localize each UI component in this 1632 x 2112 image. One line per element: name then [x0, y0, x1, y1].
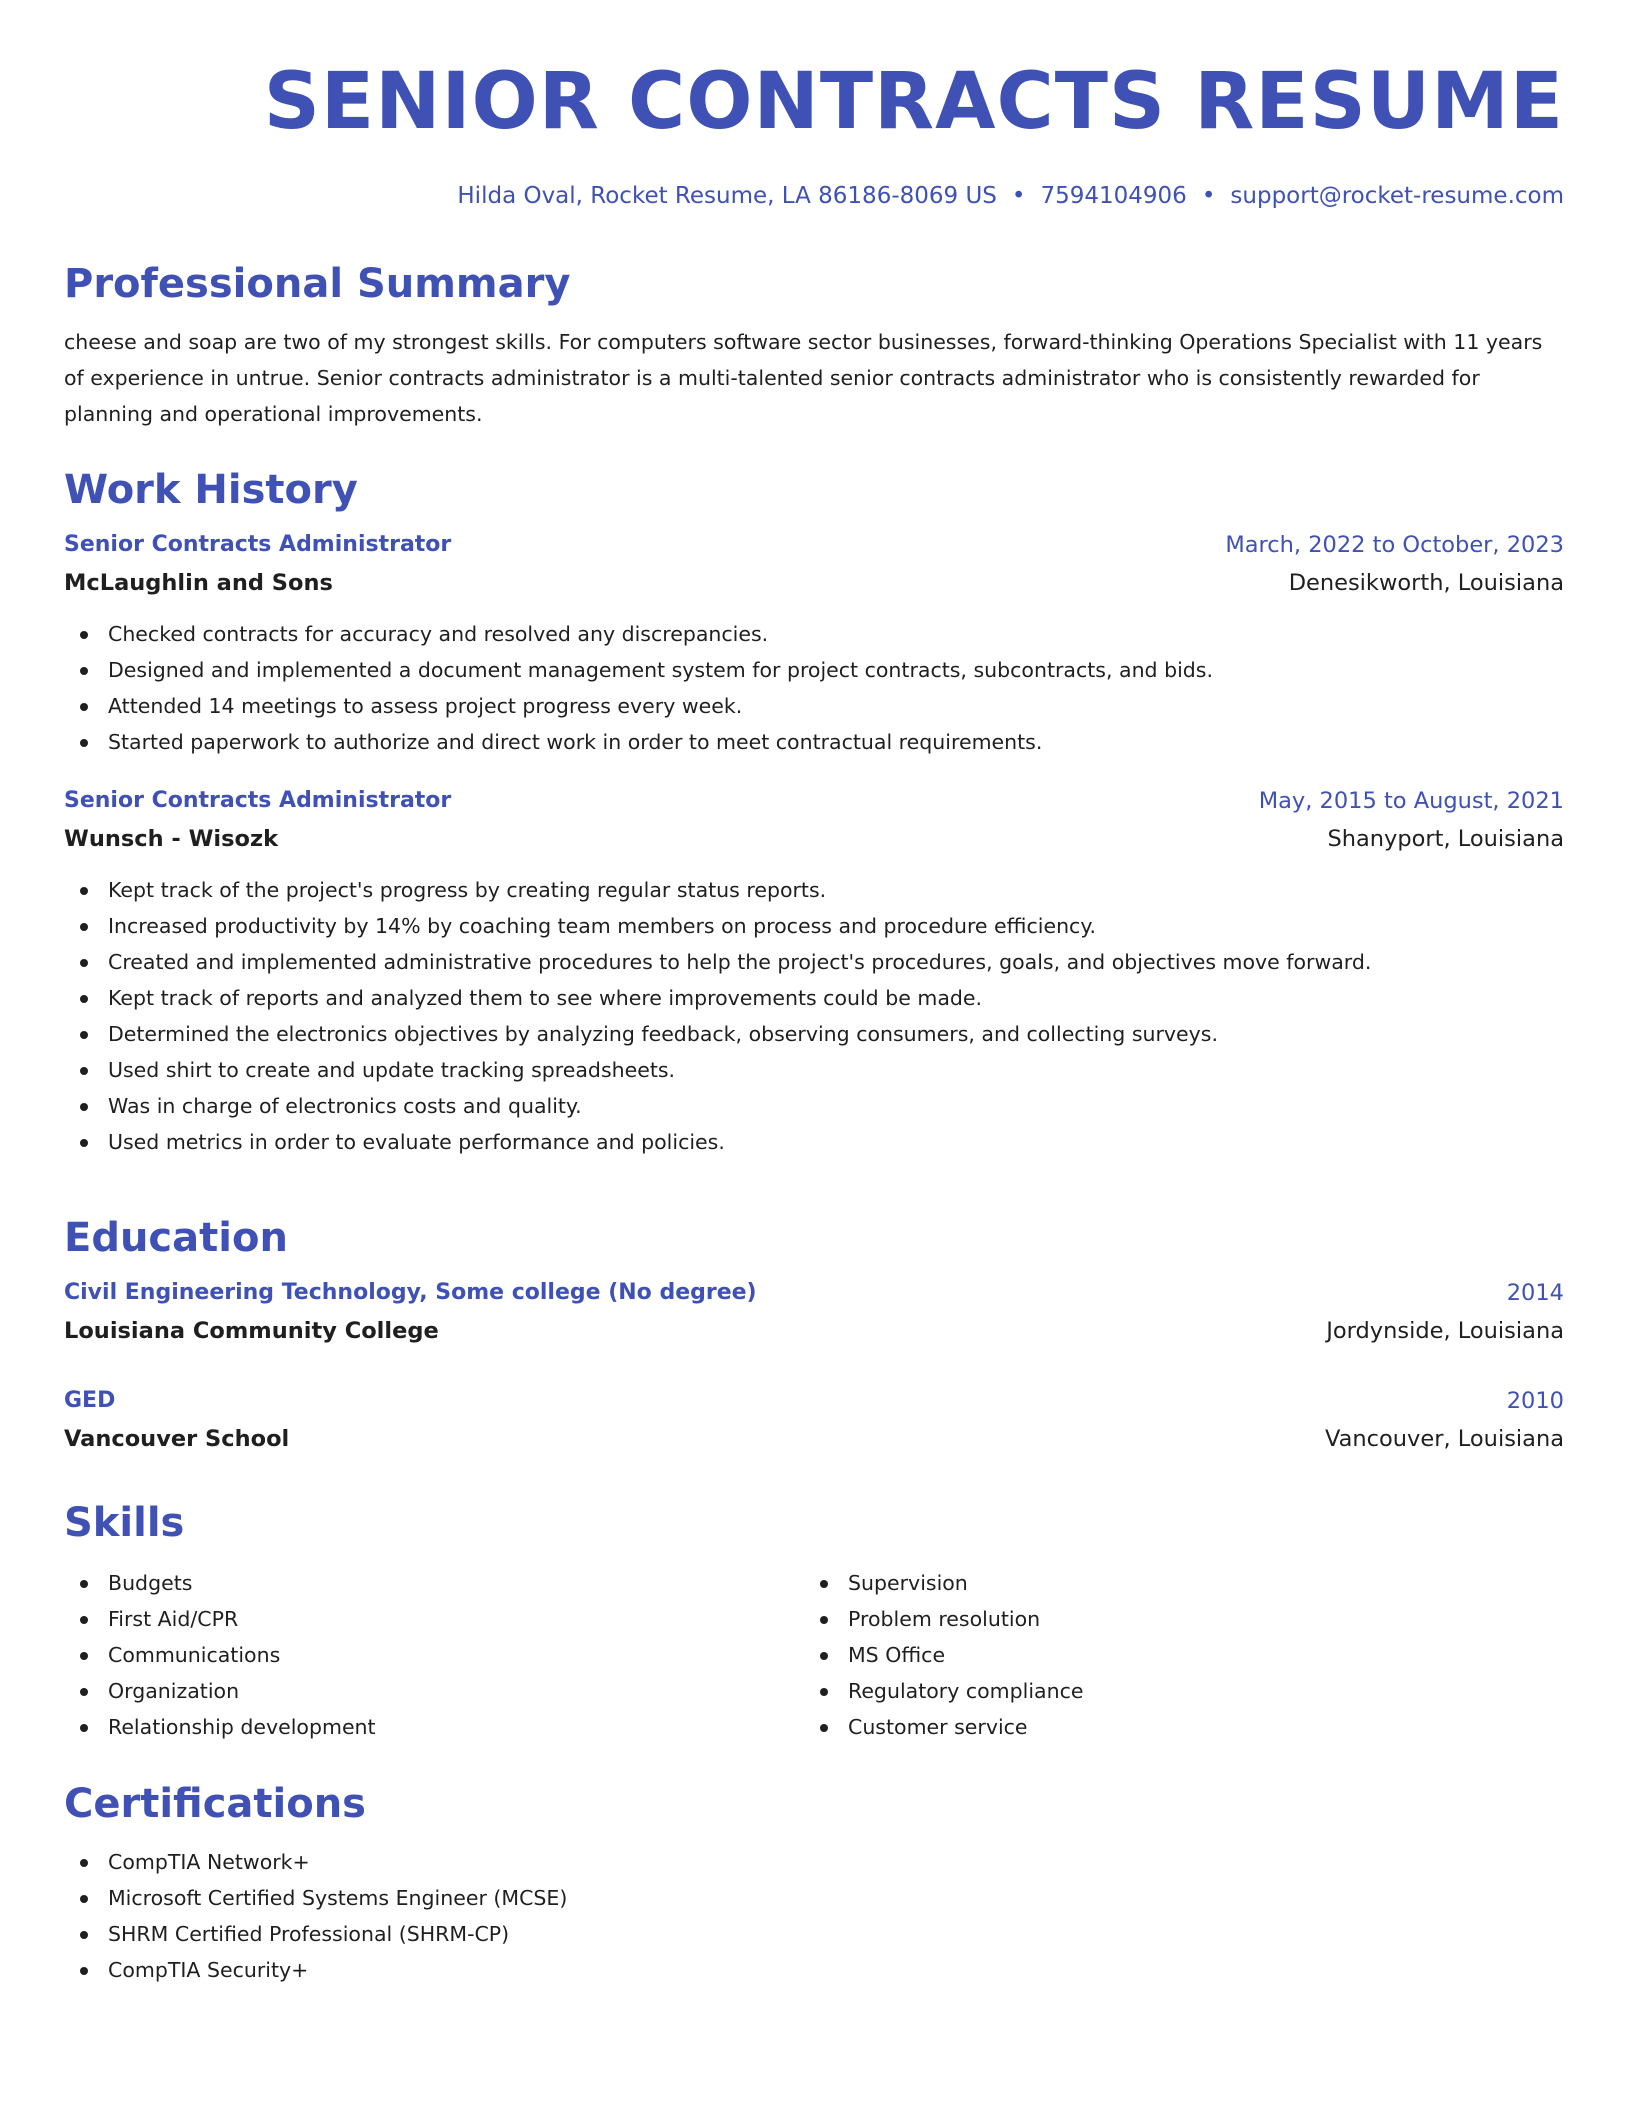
contact-email: support@rocket-resume.com — [1230, 183, 1564, 209]
skills-list-right — [804, 1565, 1504, 1745]
job-entry — [64, 526, 1564, 760]
job-company: McLaughlin and Sons — [64, 570, 333, 596]
education-heading: Education — [64, 1215, 288, 1261]
contact-address: Hilda Oval, Rocket Resume, LA 86186-8069 US — [457, 183, 997, 209]
certifications-section — [64, 1778, 1564, 1988]
job-title: Senior Contracts Administrator — [64, 788, 452, 813]
education-degree: GED — [64, 1388, 116, 1413]
education-section — [64, 1212, 1564, 1458]
list-item: Organization — [64, 1673, 764, 1709]
list-item: MS Office — [804, 1637, 1504, 1673]
education-year: 2014 — [1506, 1280, 1564, 1306]
skills-section — [64, 1497, 1564, 1745]
list-item: Checked contracts for accuracy and resolved any discrepancies. — [64, 616, 1564, 652]
job-location: Denesikworth, Louisiana — [1288, 570, 1564, 596]
list-item: CompTIA Security+ — [64, 1952, 1564, 1988]
job-bullets — [64, 872, 1564, 1160]
list-item: Budgets — [64, 1565, 764, 1601]
list-item: Kept track of reports and analyzed them to see where improvements could be made. — [64, 980, 1564, 1016]
education-entry — [64, 1274, 1564, 1350]
skills-heading: Skills — [64, 1500, 185, 1546]
list-item: Communications — [64, 1637, 764, 1673]
certifications-list — [64, 1844, 1564, 1988]
list-item: Supervision — [804, 1565, 1504, 1601]
job-location: Shanyport, Louisiana — [1327, 826, 1564, 852]
job-title: Senior Contracts Administrator — [64, 532, 452, 557]
list-item: Kept track of the project's progress by creating regular status reports. — [64, 872, 1564, 908]
summary-section — [64, 258, 1564, 432]
job-dates: May, 2015 to August, 2021 — [1258, 788, 1564, 814]
list-item: Created and implemented administrative procedures to help the project's procedures, goals, and objectives move forward. — [64, 944, 1564, 980]
education-school: Vancouver School — [64, 1426, 290, 1452]
skills-columns — [64, 1565, 1564, 1745]
list-item: Regulatory compliance — [804, 1673, 1504, 1709]
education-location: Jordynside, Louisiana — [1326, 1318, 1564, 1344]
list-item: Determined the electronics objectives by analyzing feedback, observing consumers, and collecting surveys. — [64, 1016, 1564, 1052]
list-item: Used shirt to create and update tracking spreadsheets. — [64, 1052, 1564, 1088]
list-item: Used metrics in order to evaluate performance and policies. — [64, 1124, 1564, 1160]
contact-separator: • — [1011, 183, 1026, 209]
list-item: Customer service — [804, 1709, 1504, 1745]
education-school: Louisiana Community College — [64, 1318, 439, 1344]
certifications-heading: Certifications — [64, 1781, 366, 1827]
contact-separator: • — [1201, 183, 1216, 209]
list-item: Relationship development — [64, 1709, 764, 1745]
list-item: First Aid/CPR — [64, 1601, 764, 1637]
education-year: 2010 — [1506, 1388, 1564, 1414]
skills-list-left — [64, 1565, 764, 1745]
work-history-heading: Work History — [64, 467, 358, 513]
list-item: Increased productivity by 14% by coaching team members on process and procedure efficiency. — [64, 908, 1564, 944]
education-entry — [64, 1382, 1564, 1458]
list-item: Problem resolution — [804, 1601, 1504, 1637]
list-item: CompTIA Network+ — [64, 1844, 1564, 1880]
education-degree: Civil Engineering Technology, Some college (No degree) — [64, 1280, 757, 1305]
list-item: Started paperwork to authorize and direct work in order to meet contractual requirements. — [64, 724, 1564, 760]
contact-phone: 7594104906 — [1040, 183, 1187, 209]
job-bullets — [64, 616, 1564, 760]
contact-line — [457, 180, 1564, 212]
list-item: Designed and implemented a document management system for project contracts, subcontracts, and bids. — [64, 652, 1564, 688]
list-item: SHRM Certified Professional (SHRM-CP) — [64, 1916, 1564, 1952]
list-item: Attended 14 meetings to assess project progress every week. — [64, 688, 1564, 724]
job-dates: March, 2022 to October, 2023 — [1225, 532, 1564, 558]
resume-title: SENIOR CONTRACTS RESUME — [263, 57, 1564, 147]
education-location: Vancouver, Louisiana — [1324, 1426, 1564, 1452]
job-entry — [64, 782, 1564, 1160]
job-company: Wunsch - Wisozk — [64, 826, 279, 852]
list-item: Microsoft Certified Systems Engineer (MCSE) — [64, 1880, 1564, 1916]
summary-heading: Professional Summary — [64, 261, 571, 307]
summary-text: cheese and soap are two of my strongest skills. For computers software sector businesses, forward-thinking Operations Specialist with 11 years of experience in untrue. Senior contracts administrator is a multi-talented senior contracts administrator who is consistently rewarded for planning and operational improvements. — [64, 330, 1543, 426]
list-item: Was in charge of electronics costs and quality. — [64, 1088, 1564, 1124]
work-history-section — [64, 464, 1564, 1160]
